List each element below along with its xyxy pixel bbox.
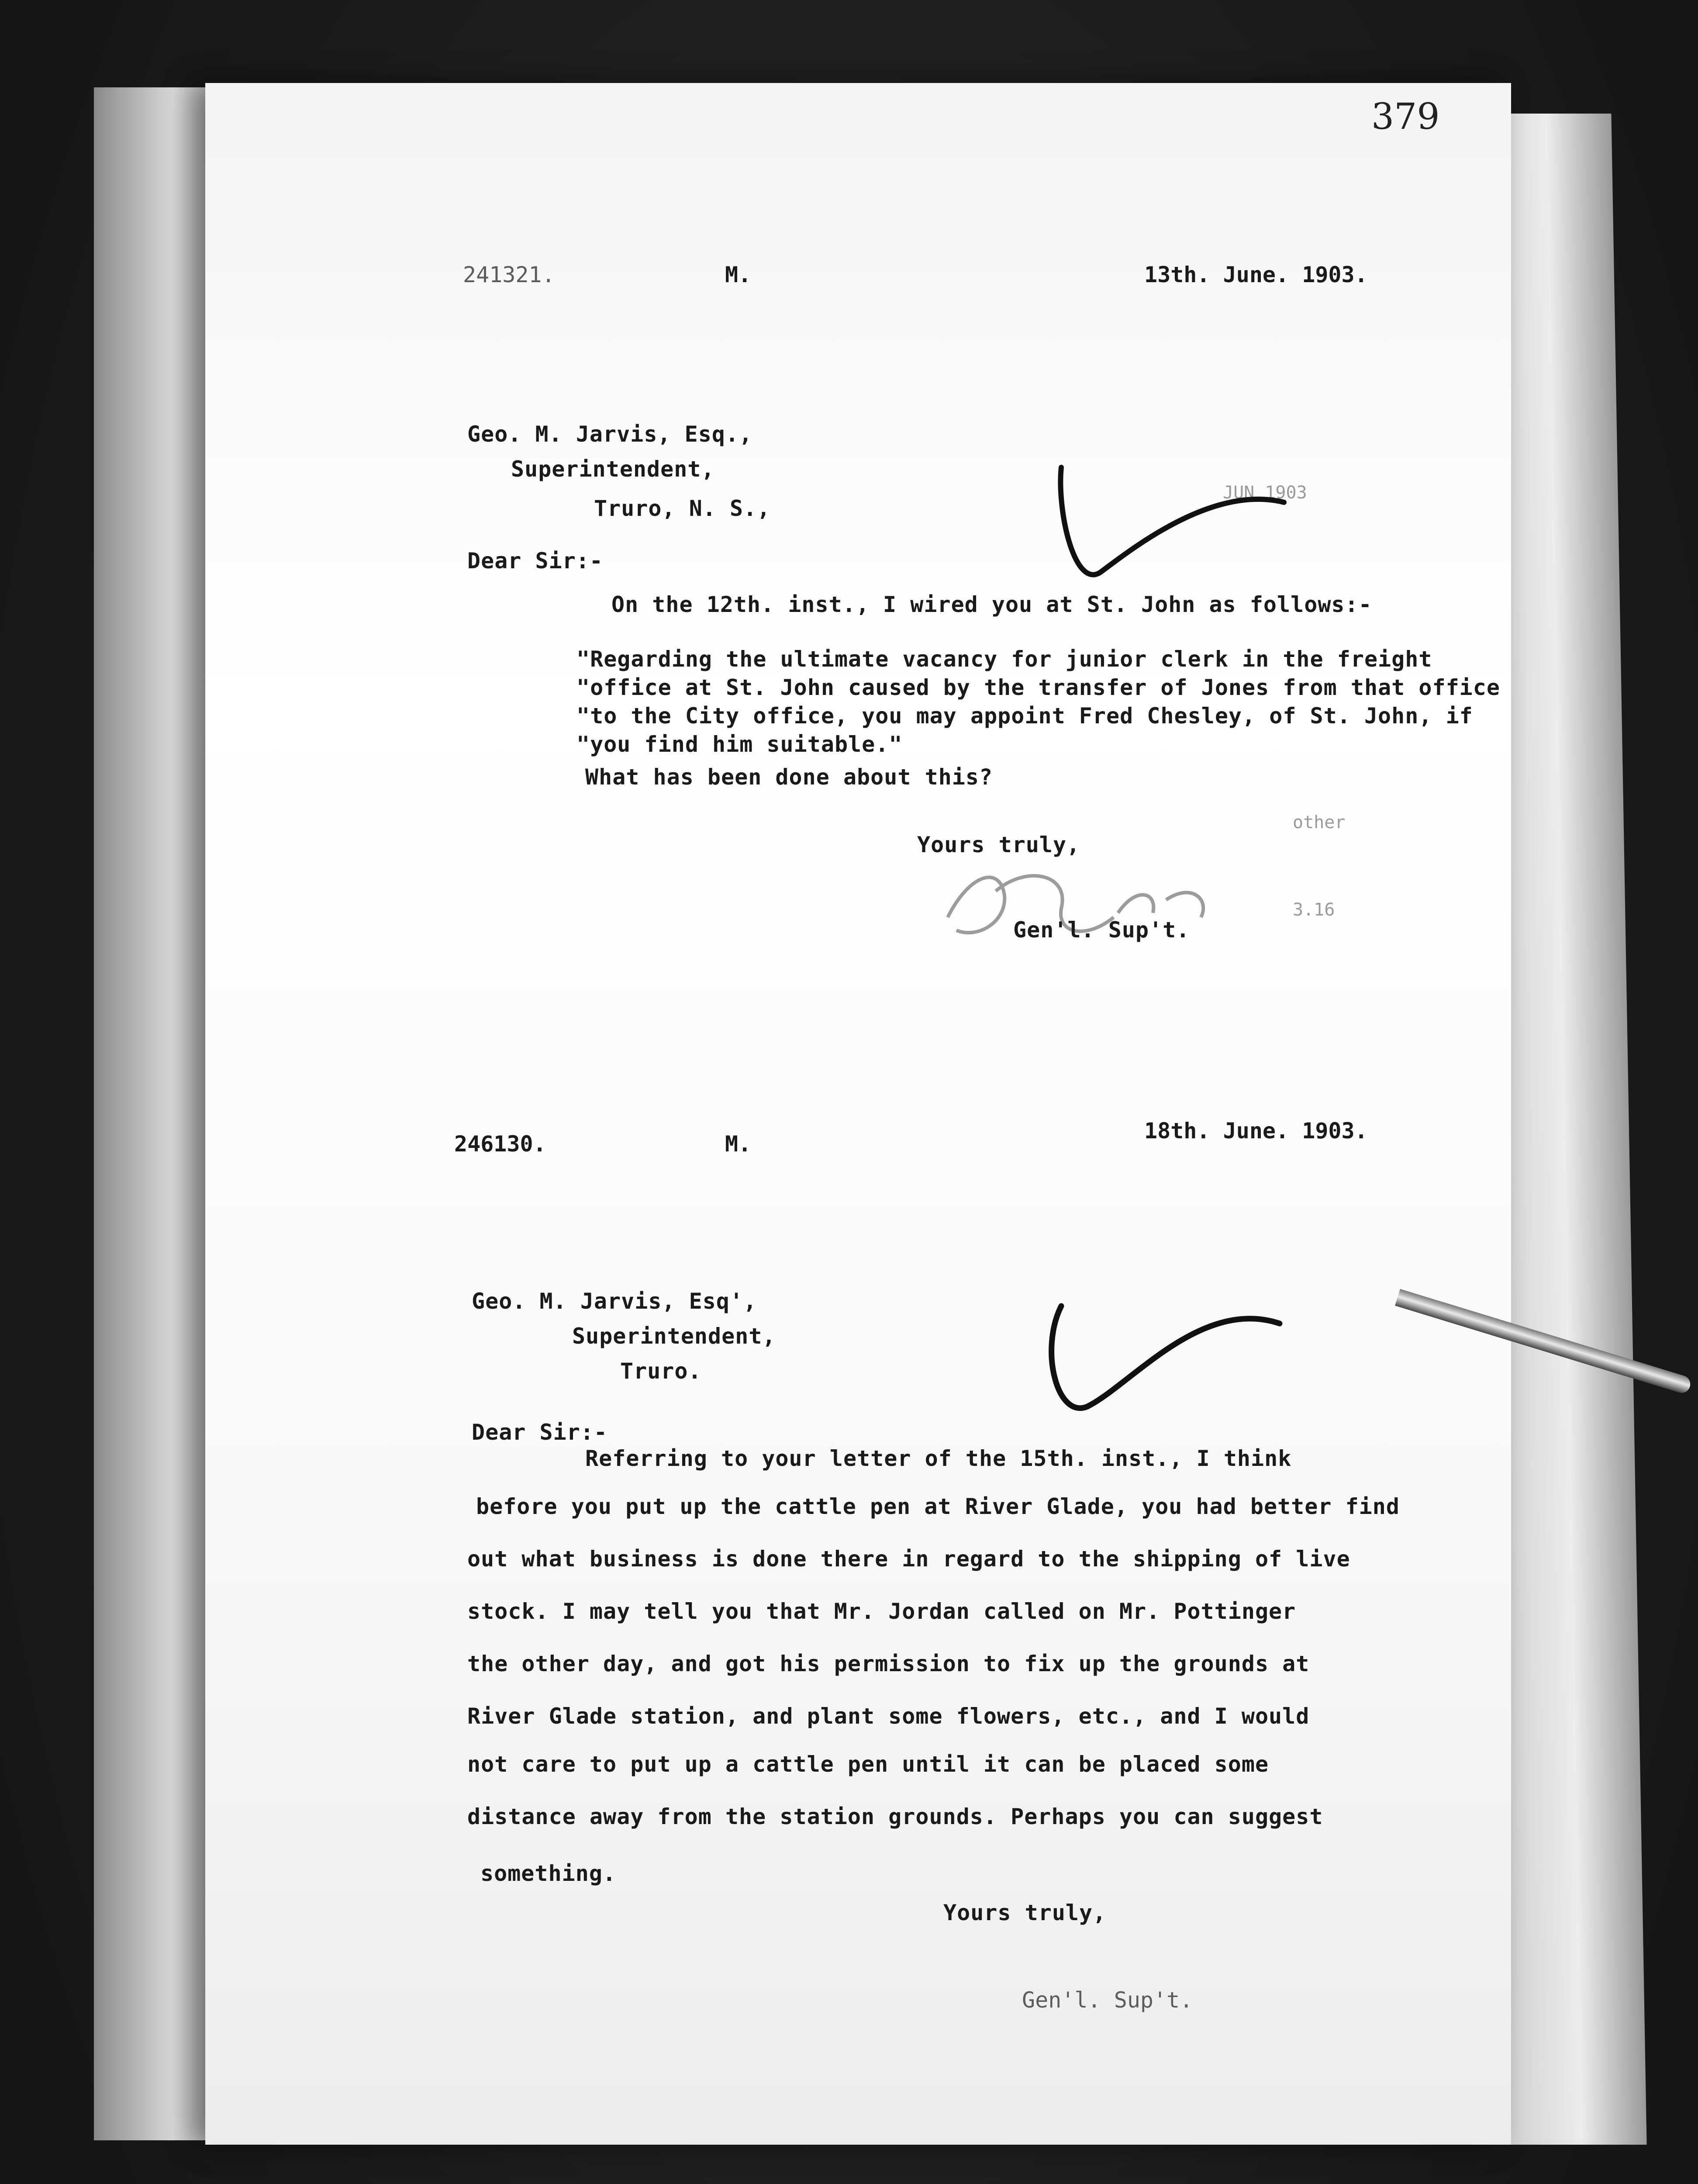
letter2-line: not care to put up a cattle pen until it can be placed some <box>467 1752 1269 1777</box>
page-number: 379 <box>1371 96 1440 138</box>
letter2-line: out what business is done there in regard to the shipping of live <box>467 1546 1350 1572</box>
letter1-line: On the 12th. inst., I wired you at St. John as follows:- <box>611 592 1372 617</box>
letter1-addressee-place: Truro, N. S., <box>594 496 771 521</box>
check-mark-1 <box>1048 459 1293 590</box>
letter2-file-number: 246130. <box>454 1131 546 1157</box>
letter2-initial: M. <box>725 1131 752 1157</box>
letter2-line: distance away from the station grounds. Perhaps you can suggest <box>467 1804 1323 1829</box>
letter1-initial: M. <box>725 262 752 287</box>
letter2-line: River Glade station, and plant some flowers, etc., and I would <box>467 1704 1310 1729</box>
letter1-addressee-name: Geo. M. Jarvis, Esq., <box>467 422 753 447</box>
letter1-line: "Regarding the ultimate vacancy for junior clerk in the freight <box>576 646 1432 672</box>
letter1-date: 13th. June. 1903. <box>1144 262 1368 287</box>
letter1-closing: Yours truly, <box>917 832 1080 857</box>
letter1-line: "you find him suitable." <box>576 732 903 757</box>
letter1-file-number: 241321. <box>463 262 555 287</box>
check-mark-2 <box>1026 1289 1297 1428</box>
letter2-line: stock. I may tell you that Mr. Jordan called on Mr. Pottinger <box>467 1599 1296 1624</box>
letter2-closing: Yours truly, <box>943 1900 1107 1925</box>
signature-initials <box>930 847 1262 961</box>
letter1-received-stamp: JUN 1903 <box>1223 483 1307 503</box>
letter1-addressee-title: Superintendent, <box>511 456 715 482</box>
letter2-date: 18th. June. 1903. <box>1144 1118 1368 1144</box>
letter2-line: something. <box>480 1861 617 1886</box>
letter1-margin-note: other <box>1293 812 1346 833</box>
letter1-line: "to the City office, you may appoint Fred Chesley, of St. John, if <box>576 703 1473 729</box>
letter2-line: before you put up the cattle pen at River Glade, you had better find <box>476 1494 1400 1519</box>
letter2-addressee-place: Truro. <box>620 1358 702 1384</box>
letter1-signature-title: Gen'l. Sup't. <box>1013 917 1190 943</box>
letter2-signature-title: Gen'l. Sup't. <box>1022 1987 1193 2013</box>
letter1-salutation: Dear Sir:- <box>467 548 604 574</box>
letter2-salutation: Dear Sir:- <box>472 1420 608 1445</box>
letter1-line: "office at St. John caused by the transfer of Jones from that office <box>576 675 1500 700</box>
letter1-margin-note-2: 3.16 <box>1293 900 1335 920</box>
letter2-addressee-name: Geo. M. Jarvis, Esq', <box>472 1289 757 1314</box>
letter2-line: the other day, and got his permission to fix up the grounds at <box>467 1651 1310 1676</box>
letter1-question: What has been done about this? <box>585 764 993 790</box>
letter2-addressee-title: Superintendent, <box>572 1324 776 1349</box>
letter2-line: Referring to your letter of the 15th. inst., I think <box>585 1446 1292 1471</box>
letterbook-page <box>205 83 1511 2145</box>
